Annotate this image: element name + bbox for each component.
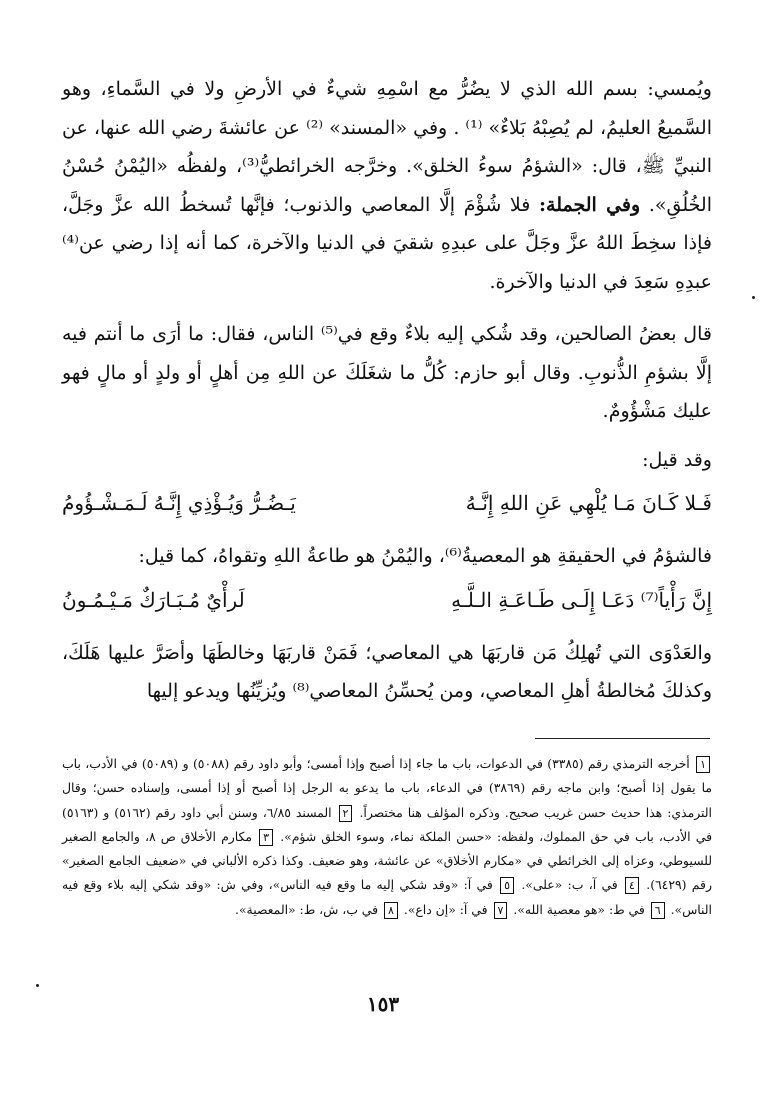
footnote-separator (535, 738, 710, 739)
verse-2 (62, 580, 712, 620)
main-text (62, 70, 712, 711)
footnote-2-label: ٢ (339, 805, 353, 822)
footnotes (62, 752, 712, 922)
footnote-1-label: ١ (696, 756, 710, 773)
margin-mark (36, 984, 39, 987)
footnote-5-label: ٥ (500, 877, 514, 894)
footnote-5-text: في آ: «وقد شكي إليه ما وقع فيه الناس»، وفي ش: «وقد شكي إليه بلاء وقع فيه الناس». (62, 877, 712, 917)
footnote-6-text: في ط: «هو معصية الله». (513, 901, 645, 917)
footnote-2-text: المسند ٦/٨٥، وسنن أبي داود رقم (٥١٦٢) و (٥١٦٣) في الأدب، باب في حق المملوك، ولفظه: «حسن الملكة نماء، وسوء الخلق شؤم». (62, 804, 712, 844)
paragraph-1-text: ويُمسي: بسم الله الذي لا يضُرُّ مع اسْمِهِ شيءٌ في الأرضِ ولا في السَّماءِ، وهو السَّميعُ العليمُ، لم يُصِبْهُ بَلاءٌ» ⁽¹⁾ . وفي «المسند» ⁽²⁾ عن عائشةَ رضي الله عنها، عن النبيِّ ﷺ، قال: «الشؤمُ سوءُ الخلق». وخرَّجه الخرائطيُّ⁽³⁾، ولفظُه «اليُمْنُ حُسْنُ الخُلُقِ». (62, 78, 712, 216)
footnote-1-text: أخرجه الترمذي رقم (٣٣٨٥) في الدعوات، باب ما جاء إذا أصبح وإذا أمسى؛ وأبو داود رقم (٥٠٨٨) و (٥٠٨٩) في الأدب، باب ما يقول إذا أصبح؛ وابن ماجه رقم (٣٨٦٩) في الدعاء، باب ما يدعو به الرجل إذا أصبح أو إذا أمسى، وإسناده حسن؛ وقال الترمذي: هذا حديث حسن غريب صحيح. وذكره المؤلف هنا مختصراً. (62, 756, 713, 820)
verse-1-second-hemistich: يَـضُـرُّ وَيُـؤْذِي إِنَّـهُ لَـمَـشْـؤُومُ (62, 491, 296, 515)
footnote-3-text: مكارم الأخلاق ص ٨، والجامع الصغير للسيوطي، وعزاه إلى الخرائطي في «مكارم الأخلاق» عن عائشة، وهو ضعيف. وكذا ذكره الألباني في «ضعيف الجامع الصغير» رقم (٦٤٢٩). (62, 828, 712, 893)
verse-intro: وقد قيل: (642, 448, 712, 471)
paragraph-2: قال بعضُ الصالحين، وقد شُكي إليه بلاءٌ وقع في⁽⁵⁾ الناس، فقال: ما أرَى ما أنتم فيه إلَّا بشؤمِ الذُّنوبِ. وقال أبو حازم: كُلُّ ما شغَلَكَ عن اللهِ مِن أهلٍ أو ولدٍ أو مالٍ فهو عليك مَشْؤُومٌ. (62, 323, 712, 422)
footnote-3-label: ٣ (259, 829, 273, 846)
footnote-7-label: ٧ (494, 902, 508, 919)
footnote-4-text: في آ، ب: «على». (521, 877, 618, 893)
footnote-4-label: ٤ (625, 877, 639, 894)
paragraph-1-bold-heading: وفي الجملة: (539, 193, 641, 216)
footnote-6-label: ٦ (651, 902, 665, 919)
paragraph-3: فالشؤمُ في الحقيقةِ هو المعصيةُ⁽⁶⁾، واليُمْنُ هو طاعةُ اللهِ وتقواهُ، كما قيل: (138, 545, 712, 567)
verse-2-second-hemistich: لَرأْيٌ مُـبَـارَكٌ مَـيْـمُـونُ (62, 587, 245, 612)
footnote-8-label: ٨ (384, 902, 398, 919)
margin-mark (752, 296, 755, 299)
paragraph-1 (62, 70, 712, 301)
page-number: ١٥٣ (366, 992, 400, 1016)
paragraph-4: والعَدْوَى التي تُهلِكُ مَن قاربَهَا هي المعاصي؛ فَمَنْ قاربَهَا وخالطَهَا وأصَرَّ عليها هَلَكَ، وكذلكَ مُخالطةُ أهلِ المعاصي، ومن يُحسِّنُ المعاصي⁽⁸⁾ ويُزيِّنُها ويدعو إليها (62, 641, 712, 702)
footnote-7-text: في آ: «إن داع». (403, 901, 488, 917)
footnote-block (62, 752, 712, 922)
verse-1-first-hemistich: فَـلا كَـانَ مَـا يُلْهِي عَنِ اللهِ إِنَّـهُ (465, 491, 712, 515)
footnote-8-text: في ب، ش، ط: «المعصية». (235, 901, 379, 917)
verse-2-first-hemistich: إِنَّ رَأْياً⁽⁷⁾ دَعَـا إِلَـى طَـاعَـةِ الـلَّـهِ (451, 587, 712, 612)
paragraph-1-continuation: فلا شُؤْمَ إلَّا المعاصي والذنوب؛ فإنَّها تُسخطُ الله عزَّ وجَلَّ، فإذا سخِطَ اللهُ عزَّ وجَلَّ على عبدِهِ شقيَ في الدنيا والآخرة، كما أنه إذا رضي عن⁽⁴⁾ عبدِهِ سَعِدَ في الدنيا والآخرة. (62, 193, 712, 293)
verse-1 (62, 483, 712, 523)
